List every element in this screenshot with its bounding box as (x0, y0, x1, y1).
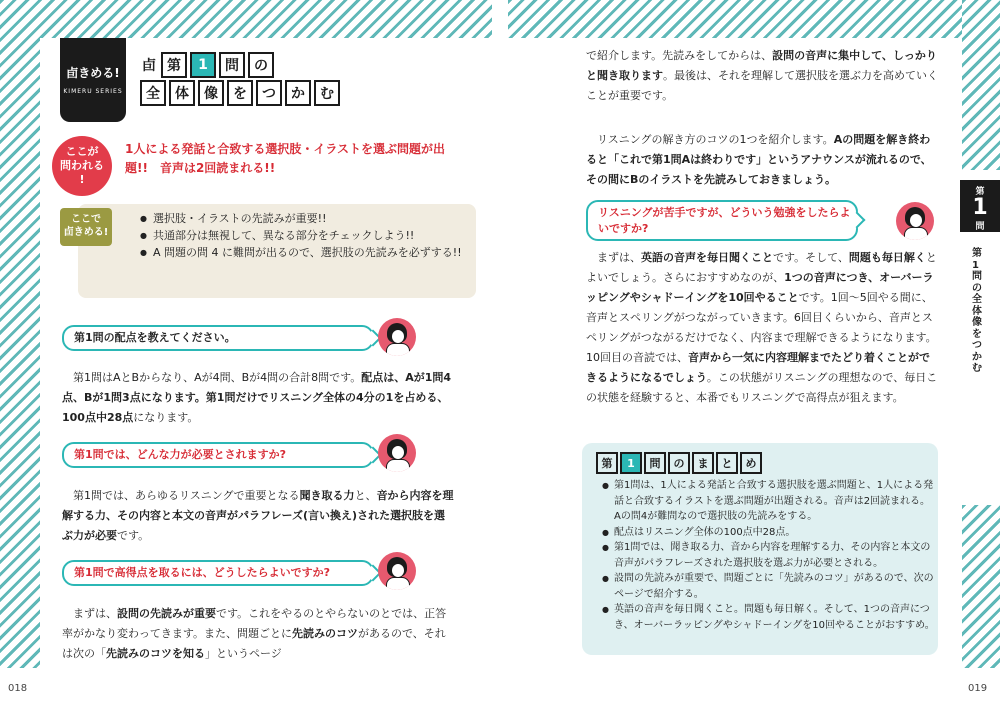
tip-bullet: ● 共通部分は無視して、異なる部分をチェックしよう!! (140, 227, 470, 244)
text-run: 。最後は、それを理解して選択肢を選ぶ力を高めていくことが重要です。 (586, 69, 938, 102)
tip-paragraph (586, 130, 938, 190)
text-run: リスニングの解き方のコツの1つを紹介します。 (586, 133, 834, 146)
text-run: と、 (354, 489, 377, 502)
text-run-bold: 先読みのコツを知る (106, 647, 205, 660)
summary-item: ● 第1問では、聞き取る力、音から内容を理解する力、その内容と本文の音声がパラフレーズされた選択肢を選ぶ力が必要とされる。 (602, 540, 936, 571)
text-run: 」というページ (205, 647, 282, 660)
right-page (512, 38, 962, 668)
student-avatar-3 (378, 552, 416, 590)
text-run: があるので、それは次の「 (62, 627, 446, 660)
question-focus-badge (52, 136, 112, 196)
page-number-right: 019 (968, 683, 988, 694)
text-run-bold: 音声から一気に内容理解までたどり着くことができるようになるでしょう (586, 351, 930, 384)
text-run-bold: 配点は、Aが1問4点、Bが1問3点になります。第1問だけでリスニング全体の4分の1を占める、100点中28点 (62, 371, 452, 424)
text-run: 。この状態がリスニングの理想なので、毎日この状態を経験すると、本番でもリスニングで高得点が狙えます。 (586, 371, 938, 404)
chapter-side-title: 第1問の全体像をつかむ (972, 248, 982, 374)
hatch-right-edge-top (962, 0, 1000, 170)
page-number-left: 018 (8, 683, 28, 694)
badge-sub: KIMERU SERIES (63, 88, 123, 95)
tip-bullet: ● A 問題の問 4 に難問が出るので、選択肢の先読みを必ずする!! (140, 244, 470, 261)
text-run: です。1回～5回やる間に、音声とスペリングがつながっていきます。6回目くらいから、音声とスペリングがつながるだけでなく、内容まで理解できるようになります。10回目の音読では、 (586, 291, 937, 364)
text-run-bold: 設問の音声に集中して、しっかりと聞き取ります (586, 49, 937, 82)
text-run: まずは、 (62, 607, 117, 620)
student-avatar-1 (378, 318, 416, 356)
hatch-right-edge-bottom (962, 505, 1000, 668)
title-char: 問 (219, 52, 245, 78)
text-run-bold: 聞き取る力 (299, 489, 355, 502)
question-bubble-4: リスニングが苦手ですが、どういう勉強をしたらよいですか? (586, 200, 858, 241)
title-char: か (285, 80, 311, 106)
page-title-line2 (140, 80, 340, 106)
summary-item: ● 第1問は、1人による発話と合致する選択肢を選ぶ問題と、1人による発話と合致するイラストを選ぶ問題が出題される。音声は2回読まれる。Aの問4が難問なので選択肢の先読みをする。 (602, 478, 936, 525)
text-run-bold: Aの問題を解き終わると「これで第1問Aは終わりです」というアナウンスが流れるので、その間にBのイラストを先読みしておきましょう。 (586, 133, 932, 186)
text-run: で紹介します。先読みをしてからは、 (586, 49, 773, 62)
hatch-top-left (0, 0, 492, 38)
kimeru-badge (60, 38, 126, 122)
chapter-tab (960, 180, 1000, 232)
text-run: です。これをやるのとやらないのとでは、正答率がかなり変わってきます。また、問題ごとに (62, 607, 447, 640)
text-run-bold: 設問の先読みが重要 (117, 607, 216, 620)
student-avatar-4 (896, 202, 934, 240)
text-run: になります。 (133, 411, 199, 424)
text-run: 第1問はAとBからなり、Aが4問、Bが4問の合計8問です。 (62, 371, 362, 384)
text-run-bold: 先読みのコツ (292, 627, 359, 640)
text-run: とよいでしょう。さらにおすすめなのが、 (586, 251, 937, 284)
text-run-bold: 英語の音声を毎日聞くこと (641, 251, 773, 264)
summary-title-char: と (716, 452, 738, 474)
title-char: の (248, 52, 274, 78)
text-run-bold: 音から内容を理解する力、その内容と本文の音声がパラフレーズ(言い換え)された選択肢を選ぶ力が必要 (62, 489, 454, 542)
title-char: 第 (161, 52, 187, 78)
tip-bullet: ● 選択肢・イラストの先読みが重要!! (140, 210, 470, 227)
summary-title-char: の (668, 452, 690, 474)
title-char: む (314, 80, 340, 106)
left-page (40, 38, 492, 668)
continued-paragraph (586, 46, 938, 106)
text-run-bold: 問題も毎日解く (848, 251, 926, 264)
title-char: 全 (140, 80, 166, 106)
summary-item: ● 英語の音声を毎日聞くこと。問題も毎日解く。そして、1つの音声につき、オーバーラッピングやシャドーイングを10回やることがおすすめ。 (602, 602, 936, 633)
summary-item: ● 設問の先読みが重要で、問題ごとに「先読みのコツ」があるので、次のページで紹介する。 (602, 571, 936, 602)
question-focus-text: ここが 問われる ! (60, 145, 104, 186)
hatch-left-edge (0, 0, 40, 668)
summary-title-char-accent: 1 (620, 452, 642, 474)
text-run-bold: 1つの音声につき、オーバーラッピングやシャドーイングを10回やること (586, 271, 934, 304)
summary-title (596, 452, 762, 474)
answer-paragraph-3 (62, 604, 456, 664)
title-char: 体 (169, 80, 195, 106)
summary-item: ● 配点はリスニング全体の100点中28点。 (602, 525, 936, 541)
chapter-tab-bottom: 問 (975, 222, 985, 232)
hatch-top-right (508, 0, 1000, 38)
summary-list (602, 478, 936, 633)
answer-paragraph-2 (62, 486, 456, 546)
answer-paragraph-4 (586, 248, 938, 408)
callout-text: 1人による発話と合致する選択肢・イラストを選ぶ問題が出題!! 音声は2回読まれる!! (125, 142, 445, 175)
summary-title-char: ま (692, 452, 714, 474)
title-char: 像 (198, 80, 224, 106)
question-bubble-1: 第1問の配点を教えてください。 (62, 325, 374, 351)
question-bubble-3: 第1問で高得点を取るには、どうしたらよいですか? (62, 560, 374, 586)
title-char: を (227, 80, 253, 106)
question-bubble-2: 第1問では、どんな力が必要とされますか? (62, 442, 374, 468)
student-avatar-2 (378, 434, 416, 472)
chapter-tab-top: 第 (975, 187, 985, 197)
text-run: です。 (117, 529, 150, 542)
answer-paragraph-1 (62, 368, 456, 428)
tip-label: ここで 卣きめる! (60, 208, 112, 246)
text-run: です。そして、 (773, 251, 849, 264)
text-run: 第1問では、あらゆるリスニングで重要となる (62, 489, 300, 502)
title-char-accent: 1 (190, 52, 216, 78)
title-char: つ (256, 80, 282, 106)
badge-main: 卣きめる! (66, 66, 120, 80)
chapter-tab-number: 1 (972, 195, 988, 220)
page-title (140, 52, 274, 78)
kimeru-title-icon: 卣 (142, 58, 156, 74)
tip-bullets (140, 210, 470, 261)
summary-title-char: 第 (596, 452, 618, 474)
summary-title-char: め (740, 452, 762, 474)
summary-title-char: 問 (644, 452, 666, 474)
text-run: まずは、 (586, 251, 641, 264)
